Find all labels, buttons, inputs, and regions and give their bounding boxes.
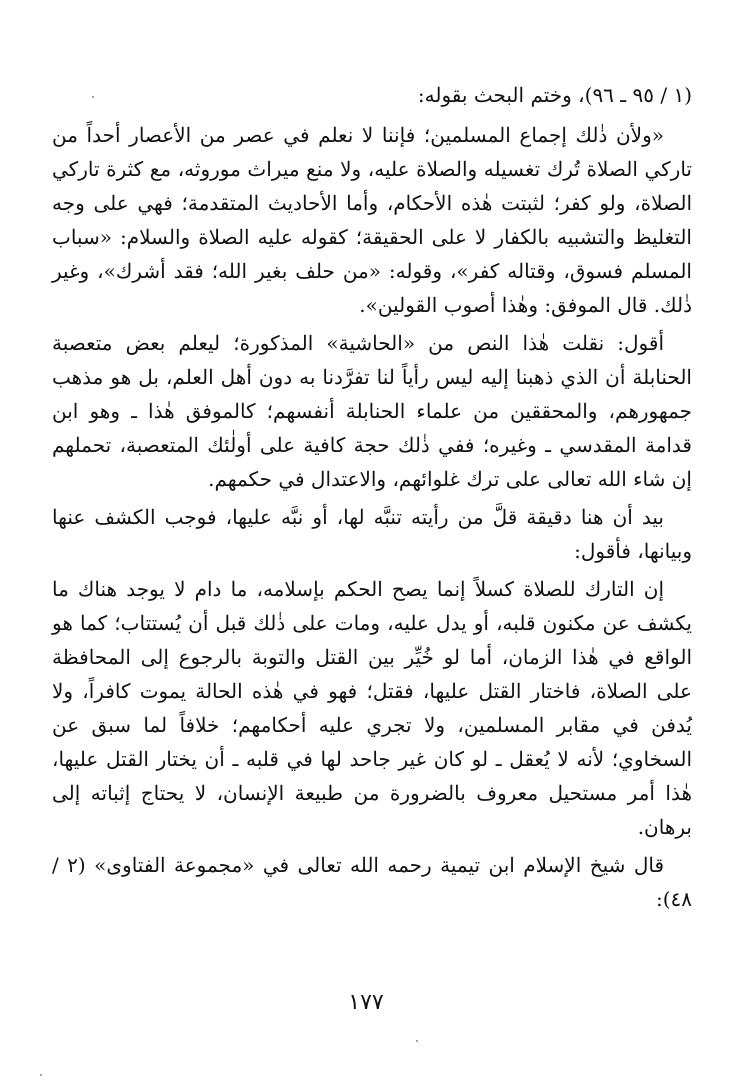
scan-speck xyxy=(416,1040,418,1042)
citation-paragraph: قال شيخ الإسلام ابن تيمية رحمه الله تعالى في «مجموعة الفتاوى» (٢ / ٤٨): xyxy=(52,853,692,911)
scan-speck xyxy=(92,96,94,98)
ruling-paragraph: إن التارك للصلاة كسلاً إنما يصح الحكم بإسلامه، ما دام لا يوجد هناك ما يكشف عن مكنون قلبه، أو يدل عليه، ومات على ذٰلك قبل أن يُستتاب؛ كما هو الواقع في هٰذا الزمان، أما لو خُيِّر بين القتل والتوبة بالرجوع إلى المحافظة على الصلاة، فاختار القتل عليها، فقتل؛ فهو في هٰذه الحالة يموت كافراً، ولا يُدفن في مقابر المسلمين، ولا تجري عليه أحكامهم؛ خلافاً لما سبق عن السخاوي؛ لأنه لا يُعقل ـ لو كان غير جاحد لها في قلبه ـ أن يختار القتل عليها، هٰذا أمر مستحيل معروف بالضرورة من طبيعة الإنسان، لا يحتاج إثباته إلى برهان. xyxy=(52,577,693,839)
page-body xyxy=(52,78,692,920)
quote-paragraph: «ولأن ذٰلك إجماع المسلمين؛ فإننا لا نعلم في عصر من الأعصار أحداً من تاركي الصلاة تُرك تغسيله والصلاة عليه، ولا منع ميراث موروثه، مع كثرة تاركي الصلاة، ولو كفر؛ لثبتت هٰذه الأحكام، وأما الأحاديث المتقدمة؛ فهي على وجه التغليظ والتشبيه بالكفار لا على الحقيقة؛ كقوله عليه الصلاة والسلام: «سباب المسلم فسوق، وقتاله كفر»، وقوله: «من حلف بغير الله؛ فقد أشرك»، وغير ذٰلك. قال الموفق: وهٰذا أصوب القولين». xyxy=(52,123,692,317)
intro-line: (١ / ٩٥ ـ ٩٦)، وختم البحث بقوله: xyxy=(417,83,692,107)
page-number: ١٧٧ xyxy=(348,990,384,1015)
commentary-paragraph: أقول: نقلت هٰذا النص من «الحاشية» المذكورة؛ ليعلم بعض متعصبة الحنابلة أن الذي ذهبنا إليه ليس رأياً لنا تفرَّدنا به دون أهل العلم، بل هو مذهب جمهورهم، والمحققين من علماء الحنابلة أنفسهم؛ كالموفق هٰذا ـ وهو ابن قدامة المقدسي ـ وغيره؛ ففي ذٰلك حجة كافية على أولٰئك المتعصبة، تحملهم إن شاء الله تعالى على ترك غلوائهم، والاعتدال في حكمهم. xyxy=(52,331,692,491)
scan-speck xyxy=(40,1074,42,1076)
subtlety-paragraph: بيد أن هنا دقيقة قلَّ من رأيته تنبَّه لها، أو نبَّه عليها، فوجب الكشف عنها وبيانها، فأقول: xyxy=(52,505,692,563)
